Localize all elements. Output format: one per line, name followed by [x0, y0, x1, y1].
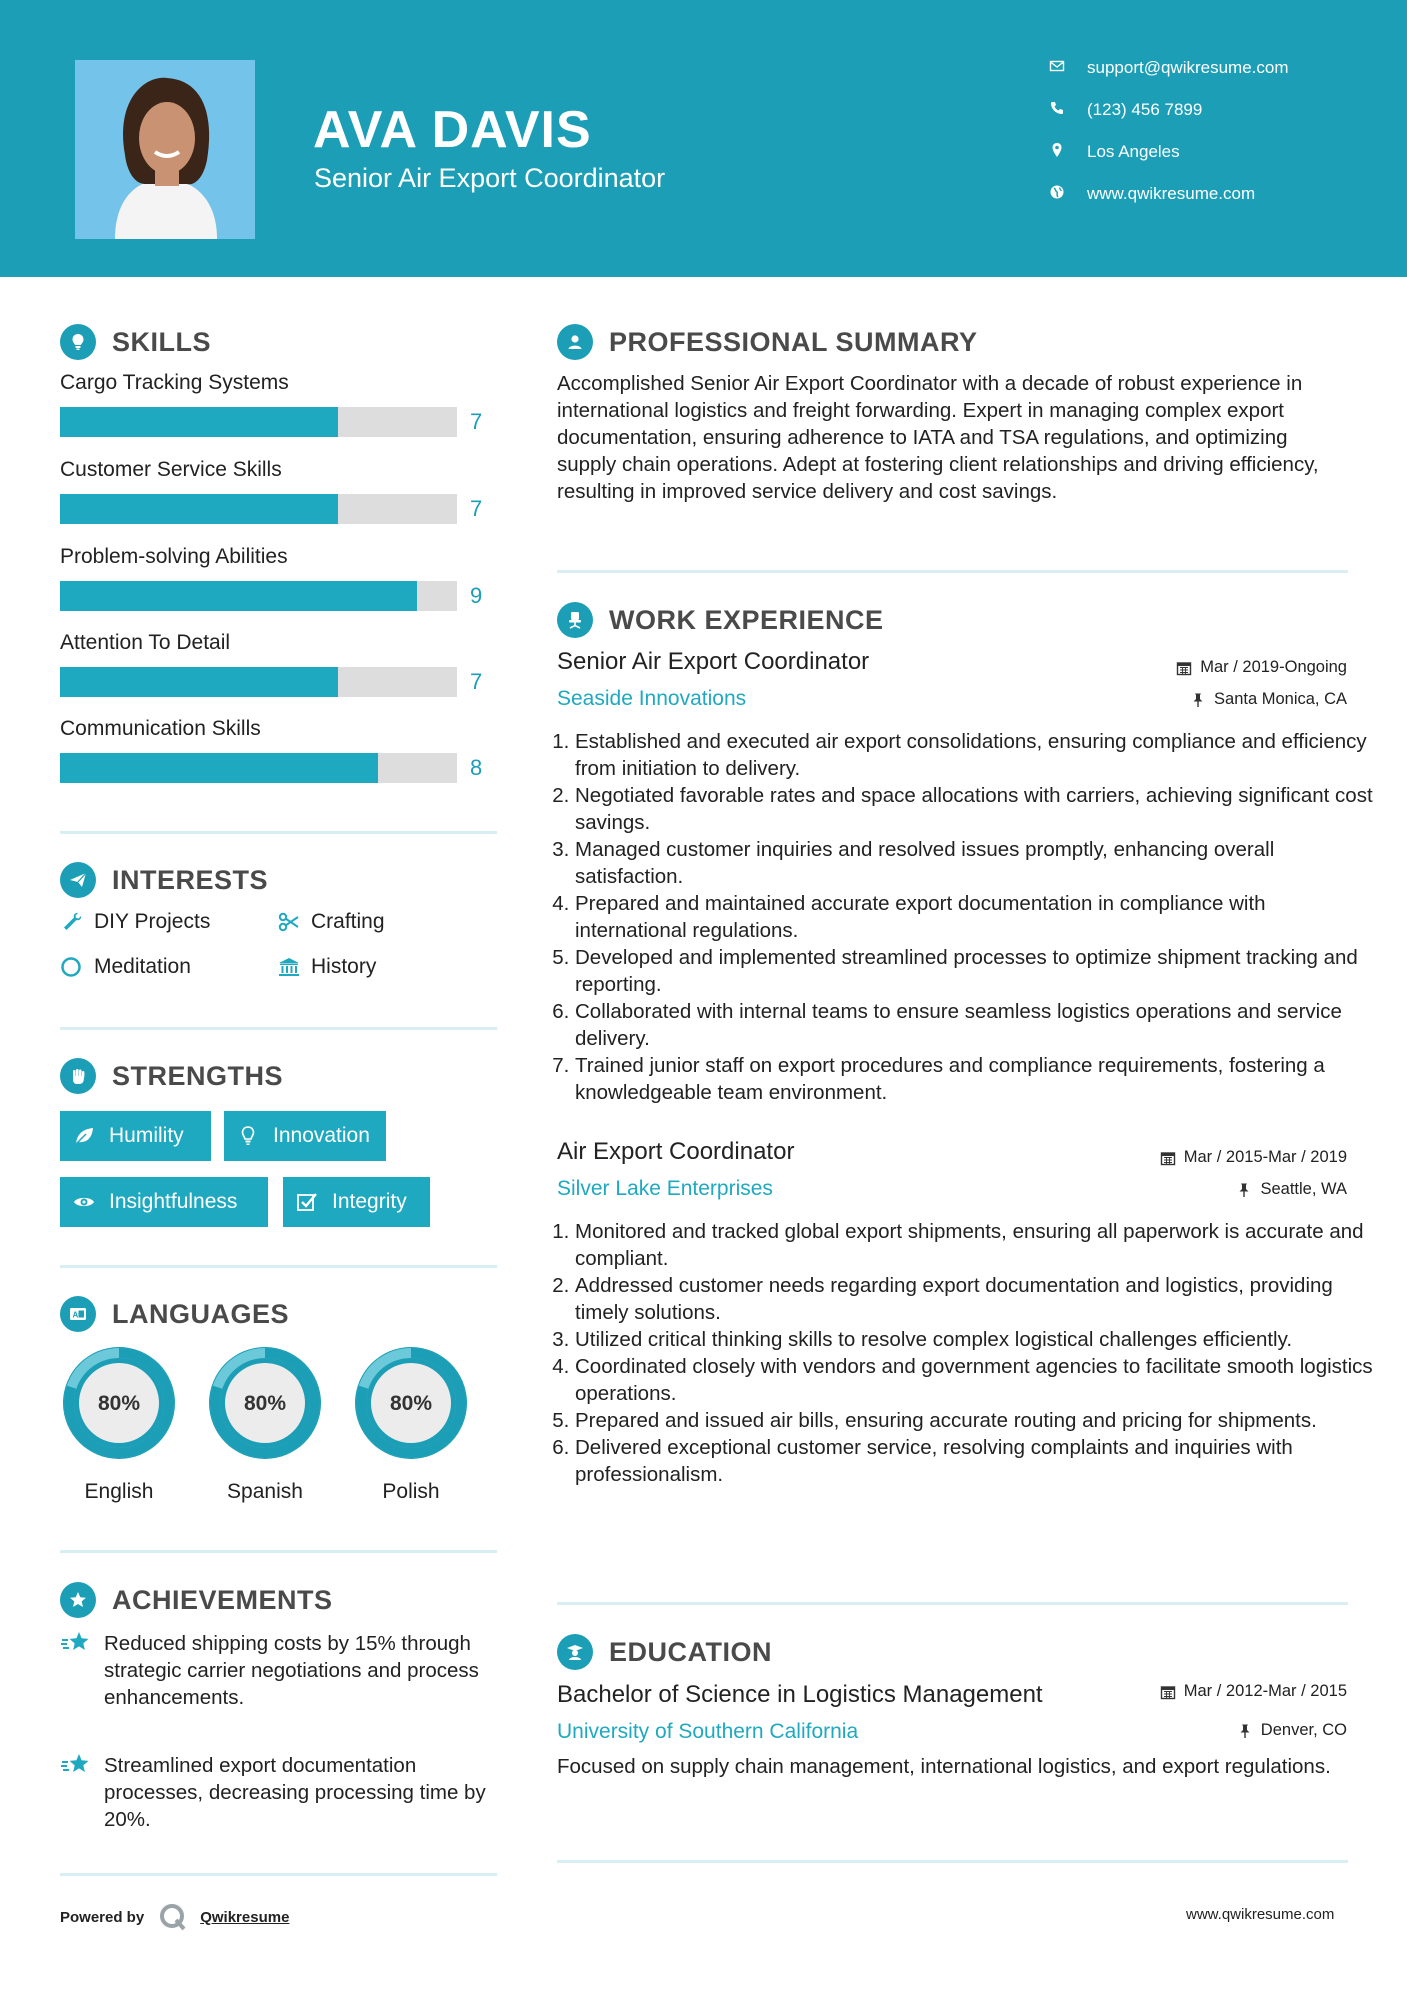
- star-icon: [60, 1630, 92, 1658]
- interest-item: [60, 910, 210, 934]
- calendar-icon: [1160, 1684, 1176, 1700]
- skill-label: Customer Service Skills: [60, 458, 282, 481]
- contact-email[interactable]: [1049, 58, 1289, 78]
- divider: [60, 1550, 497, 1553]
- language-name: Spanish: [227, 1480, 303, 1503]
- strength-tag: [60, 1177, 268, 1227]
- language-percent: 80%: [389, 1392, 433, 1415]
- job-dates-text: Mar / 2015-Mar / 2019: [1183, 1148, 1347, 1166]
- pushpin-icon: [1236, 1182, 1252, 1198]
- strength-label: Integrity: [332, 1190, 407, 1213]
- job-location-text: Seattle, WA: [1260, 1180, 1347, 1198]
- language-donut: [204, 1342, 326, 1464]
- profile-photo: [75, 60, 255, 239]
- duty-item: 2. Negotiated favorable rates and space allocations with carriers, achieving significant cost savings.: [575, 782, 1375, 836]
- interest-item: [60, 955, 191, 979]
- job-location-text: Santa Monica, CA: [1214, 690, 1347, 708]
- translate-icon: [60, 1296, 96, 1332]
- duty-item: 6. Delivered exceptional customer service, resolving complaints and inquiries with professionalism.: [575, 1434, 1375, 1488]
- star-icon: [60, 1582, 96, 1618]
- duty-item: 7. Trained junior staff on export procedures and compliance requirements, fostering a knowledgeable team environment.: [575, 1052, 1375, 1106]
- graduate-icon: [557, 1634, 593, 1670]
- duty-item: 5. Developed and implemented streamlined processes to optimize shipment tracking and reporting.: [575, 944, 1375, 998]
- job-dates-text: Mar / 2019-Ongoing: [1200, 658, 1347, 676]
- interest-label: History: [311, 955, 377, 978]
- education-title: EDUCATION: [609, 1636, 772, 1667]
- contact-phone-text: (123) 456 7899: [1087, 100, 1203, 119]
- circle-icon: [60, 955, 84, 979]
- globe-icon: [1049, 184, 1069, 204]
- skill-label: Cargo Tracking Systems: [60, 371, 289, 394]
- divider: [557, 1860, 1348, 1863]
- bank-icon: [277, 955, 301, 979]
- strength-tag: [224, 1111, 386, 1161]
- company-name: Seaside Innovations: [557, 687, 747, 710]
- achievement-item: [60, 1630, 500, 1711]
- calendar-icon: [1176, 660, 1192, 676]
- powered-by-label: Powered by: [60, 1908, 145, 1926]
- contact-email-text: support@qwikresume.com: [1087, 58, 1289, 77]
- lightbulb-icon: [237, 1125, 259, 1147]
- divider: [60, 831, 497, 834]
- candidate-title: Senior Air Export Coordinator: [314, 163, 666, 193]
- office-chair-icon: [557, 602, 593, 638]
- achievement-text: Reduced shipping costs by 15% through strategic carrier negotiations and process enhancements.: [104, 1632, 479, 1709]
- checkbox-icon: [296, 1191, 318, 1213]
- company-name: Silver Lake Enterprises: [557, 1177, 773, 1200]
- language-name: English: [84, 1480, 154, 1503]
- duty-item: 1. Monitored and tracked global export shipments, ensuring all paperwork is accurate and compliant.: [575, 1218, 1375, 1272]
- skill-label: Problem-solving Abilities: [60, 545, 288, 568]
- skill-bar-fill: [60, 753, 378, 783]
- language-donut: [58, 1342, 180, 1464]
- star-icon: [60, 1752, 92, 1780]
- summary-heading: [557, 324, 978, 360]
- interest-item: [277, 955, 376, 979]
- interests-heading: [60, 862, 268, 898]
- job-location: [1190, 690, 1347, 709]
- skill-value: 8: [470, 755, 483, 780]
- divider: [60, 1873, 497, 1876]
- envelope-icon: [1049, 58, 1069, 78]
- job-location: [1236, 1180, 1347, 1199]
- svg-text:A: A: [72, 1310, 79, 1320]
- skill-bar: [60, 407, 457, 437]
- job-title: Senior Air Export Coordinator: [557, 648, 870, 675]
- languages-title: LANGUAGES: [112, 1298, 290, 1329]
- duty-item: 4. Prepared and maintained accurate export documentation in compliance with international regulations.: [575, 890, 1375, 944]
- summary-text: Accomplished Senior Air Export Coordinator with a decade of robust experience in international logistics and freight forwarding. Expert in managing complex export documentation, ensuring adherence to IATA and TSA regulations, and optimizing supply chain operations. Adept at fostering client relationships and driving efficiency, resulting in improved service delivery and cost savings.: [557, 372, 1319, 503]
- duties-list: [553, 728, 1375, 1106]
- paper-plane-icon: [60, 862, 96, 898]
- pushpin-icon: [1237, 1723, 1253, 1739]
- contact-location: [1049, 142, 1180, 162]
- education-dates-text: Mar / 2012-Mar / 2015: [1183, 1682, 1347, 1700]
- skill-value: 7: [470, 409, 483, 434]
- qwikresume-link[interactable]: Qwikresume: [200, 1908, 290, 1926]
- map-pin-icon: [1049, 142, 1069, 162]
- lightbulb-icon: [60, 324, 96, 360]
- divider: [60, 1027, 497, 1030]
- interest-label: Meditation: [94, 955, 191, 978]
- skill-bar-fill: [60, 581, 417, 611]
- scissors-icon: [277, 910, 301, 934]
- divider: [557, 570, 1348, 573]
- header-banner: [0, 0, 1407, 277]
- achievements-title: ACHIEVEMENTS: [112, 1584, 333, 1615]
- duty-item: 3. Utilized critical thinking skills to resolve complex logistical challenges efficiently.: [575, 1326, 1375, 1353]
- strength-tag: [60, 1111, 211, 1161]
- achievements-heading: [60, 1582, 333, 1618]
- work-title: WORK EXPERIENCE: [609, 604, 884, 635]
- job-dates: [1176, 658, 1347, 677]
- duty-item: 2. Addressed customer needs regarding export documentation and logistics, providing timely solutions.: [575, 1272, 1375, 1326]
- contact-location-text: Los Angeles: [1087, 142, 1180, 161]
- work-heading: [557, 602, 884, 638]
- skill-bar: [60, 581, 457, 611]
- skill-value: 7: [470, 496, 483, 521]
- duties-list: [553, 1218, 1375, 1488]
- strengths-heading: [60, 1058, 283, 1094]
- wrench-icon: [60, 910, 84, 934]
- powered-by: [60, 1902, 289, 1932]
- skill-value: 9: [470, 583, 483, 608]
- language-donut: [350, 1342, 472, 1464]
- skill-label: Communication Skills: [60, 717, 261, 740]
- divider: [60, 1265, 497, 1268]
- duty-item: 6. Collaborated with internal teams to ensure seamless logistics operations and service delivery.: [575, 998, 1375, 1052]
- summary-title: PROFESSIONAL SUMMARY: [609, 326, 978, 357]
- skill-bar-fill: [60, 667, 338, 697]
- duty-item: 4. Coordinated closely with vendors and government agencies to facilitate smooth logistics operations.: [575, 1353, 1375, 1407]
- divider: [557, 1602, 1348, 1605]
- duty-item: 5. Prepared and issued air bills, ensuring accurate routing and pricing for shipments.: [575, 1407, 1375, 1434]
- calendar-icon: [1160, 1150, 1176, 1166]
- job-dates: [1160, 1148, 1347, 1167]
- skills-title: SKILLS: [112, 326, 212, 357]
- skill-value: 7: [470, 669, 483, 694]
- skill-bar: [60, 494, 457, 524]
- qwikresume-logo-icon: [158, 1902, 188, 1932]
- interest-label: DIY Projects: [94, 910, 211, 933]
- skill-bar-fill: [60, 407, 338, 437]
- pushpin-icon: [1190, 692, 1206, 708]
- strength-label: Insightfulness: [109, 1190, 238, 1213]
- skill-bar-fill: [60, 494, 338, 524]
- duty-item: 1. Established and executed air export consolidations, ensuring compliance and efficiency from initiation to delivery.: [575, 728, 1375, 782]
- fist-icon: [60, 1058, 96, 1094]
- interests-title: INTERESTS: [112, 864, 269, 895]
- footer-website[interactable]: www.qwikresume.com: [1186, 1906, 1335, 1923]
- language-name: Polish: [382, 1480, 440, 1503]
- interest-item: [277, 910, 385, 934]
- achievement-text: Streamlined export documentation processes, decreasing processing time by 20%.: [104, 1754, 486, 1831]
- contact-website-text: www.qwikresume.com: [1087, 184, 1256, 203]
- duty-item: 3. Managed customer inquiries and resolved issues promptly, enhancing overall satisfaction.: [575, 836, 1375, 890]
- candidate-name: AVA DAVIS: [313, 101, 592, 159]
- skill-bar: [60, 753, 457, 783]
- languages-heading: [60, 1296, 289, 1332]
- strength-label: Humility: [109, 1124, 184, 1147]
- leaf-icon: [73, 1125, 95, 1147]
- strength-label: Innovation: [273, 1124, 370, 1147]
- degree-title: Bachelor of Science in Logistics Management: [557, 1681, 1043, 1708]
- phone-icon: [1049, 100, 1069, 120]
- strength-tag: [283, 1177, 430, 1227]
- strengths-title: STRENGTHS: [112, 1060, 284, 1091]
- eye-icon: [73, 1191, 95, 1213]
- school-name: University of Southern California: [557, 1720, 859, 1743]
- job-title: Air Export Coordinator: [557, 1138, 795, 1165]
- contact-phone[interactable]: [1049, 100, 1202, 120]
- education-location: [1237, 1721, 1347, 1740]
- education-dates: [1160, 1682, 1347, 1701]
- skill-label: Attention To Detail: [60, 631, 231, 654]
- skill-bar: [60, 667, 457, 697]
- skills-heading: [60, 324, 211, 360]
- education-description: Focused on supply chain management, international logistics, and export regulations.: [557, 1755, 1331, 1778]
- user-icon: [557, 324, 593, 360]
- interest-label: Crafting: [311, 910, 385, 933]
- education-heading: [557, 1634, 772, 1670]
- achievement-item: [60, 1752, 500, 1833]
- education-location-text: Denver, CO: [1260, 1721, 1347, 1739]
- language-percent: 80%: [243, 1392, 287, 1415]
- language-percent: 80%: [97, 1392, 141, 1415]
- contact-website[interactable]: [1049, 184, 1255, 204]
